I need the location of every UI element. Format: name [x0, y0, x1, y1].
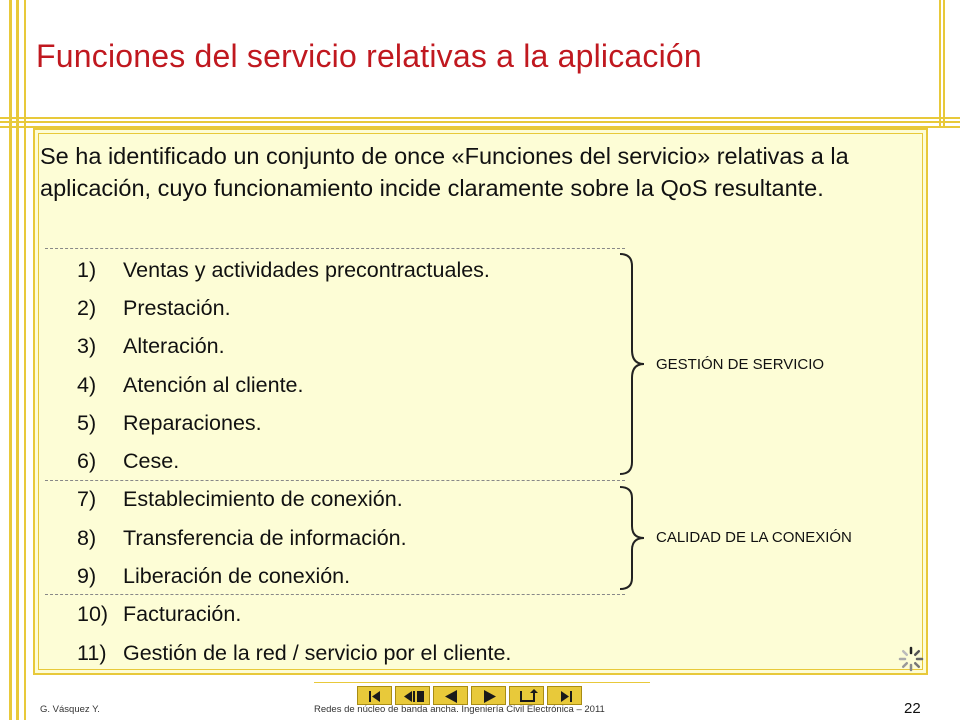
slide-navigation — [357, 686, 582, 706]
footer-author: G. Vásquez Y. — [40, 704, 100, 715]
footer-course: Redes de núcleo de banda ancha. Ingeniería Civil Electrónica – 2011 — [314, 704, 605, 715]
list-item-number: 3) — [77, 334, 97, 358]
list-item-text: Atención al cliente. — [123, 373, 304, 397]
decor-horizontal-bar-2 — [0, 121, 960, 123]
decor-right-bar-1 — [939, 0, 941, 128]
list-item-text: Alteración. — [123, 334, 225, 358]
connection-quality-brace — [618, 484, 648, 594]
decor-right-bar-2 — [943, 0, 945, 128]
list-item-number: 9) — [77, 564, 97, 588]
list-item — [77, 564, 350, 589]
group-label-connection-quality: CALIDAD DE LA CONEXIÓN — [656, 529, 852, 546]
list-item — [77, 411, 262, 436]
list-item-number: 4) — [77, 373, 97, 397]
list-item-number: 6) — [77, 449, 97, 473]
list-item-text: Liberación de conexión. — [123, 564, 351, 588]
page-number: 22 — [904, 700, 921, 717]
service-management-brace — [618, 250, 648, 480]
previous-slide-button[interactable] — [433, 686, 468, 705]
list-item-text: Facturación. — [123, 602, 242, 626]
list-item-text: Cese. — [123, 449, 180, 473]
list-item-number: 5) — [77, 411, 97, 435]
list-item-number: 7) — [77, 487, 97, 511]
list-item-number: 2) — [77, 296, 97, 320]
decor-horizontal-bar-1 — [0, 117, 960, 119]
list-item-text: Reparaciones. — [123, 411, 262, 435]
group-label-service-management: GESTIÓN DE SERVICIO — [656, 356, 825, 373]
list-item — [77, 258, 490, 283]
nav-divider — [314, 682, 650, 683]
list-item — [77, 449, 179, 474]
previous-section-button[interactable] — [395, 686, 430, 705]
list-item — [77, 641, 511, 666]
list-item-text: Prestación. — [123, 296, 231, 320]
list-item-number: 10) — [77, 602, 109, 626]
list-item-text: Gestión de la red / servicio por el cliente. — [123, 641, 512, 665]
separator-top — [45, 248, 625, 249]
decor-vertical-bar-3 — [24, 0, 26, 720]
list-item-number: 8) — [77, 526, 97, 550]
list-item-text: Ventas y actividades precontractuales. — [123, 258, 490, 282]
next-slide-button[interactable] — [471, 686, 506, 705]
list-item — [77, 487, 403, 512]
list-item — [77, 334, 225, 359]
list-item-number: 11) — [77, 641, 107, 665]
slide-title: Funciones del servicio relativas a la aplicación — [36, 38, 702, 74]
separator-middle — [45, 480, 625, 481]
decor-vertical-bar-1 — [9, 0, 12, 720]
list-item-number: 1) — [77, 258, 97, 282]
last-slide-button[interactable] — [547, 686, 582, 705]
list-item-text: Transferencia de información. — [123, 526, 407, 550]
list-item — [77, 602, 241, 627]
return-button[interactable] — [509, 686, 544, 705]
list-item — [77, 373, 303, 398]
separator-bottom — [45, 594, 625, 595]
list-item — [77, 296, 231, 321]
loading-spinner-icon — [898, 646, 924, 672]
decor-vertical-bar-2 — [16, 0, 19, 720]
list-item-text: Establecimiento de conexión. — [123, 487, 403, 511]
intro-paragraph: Se ha identificado un conjunto de once «Funciones del servicio» relativas a la aplicación, cuyo funcionamiento incide claramente sobre la QoS resultante. — [40, 143, 849, 201]
content-panel — [33, 128, 928, 675]
list-item — [77, 526, 407, 551]
first-slide-button[interactable] — [357, 686, 392, 705]
